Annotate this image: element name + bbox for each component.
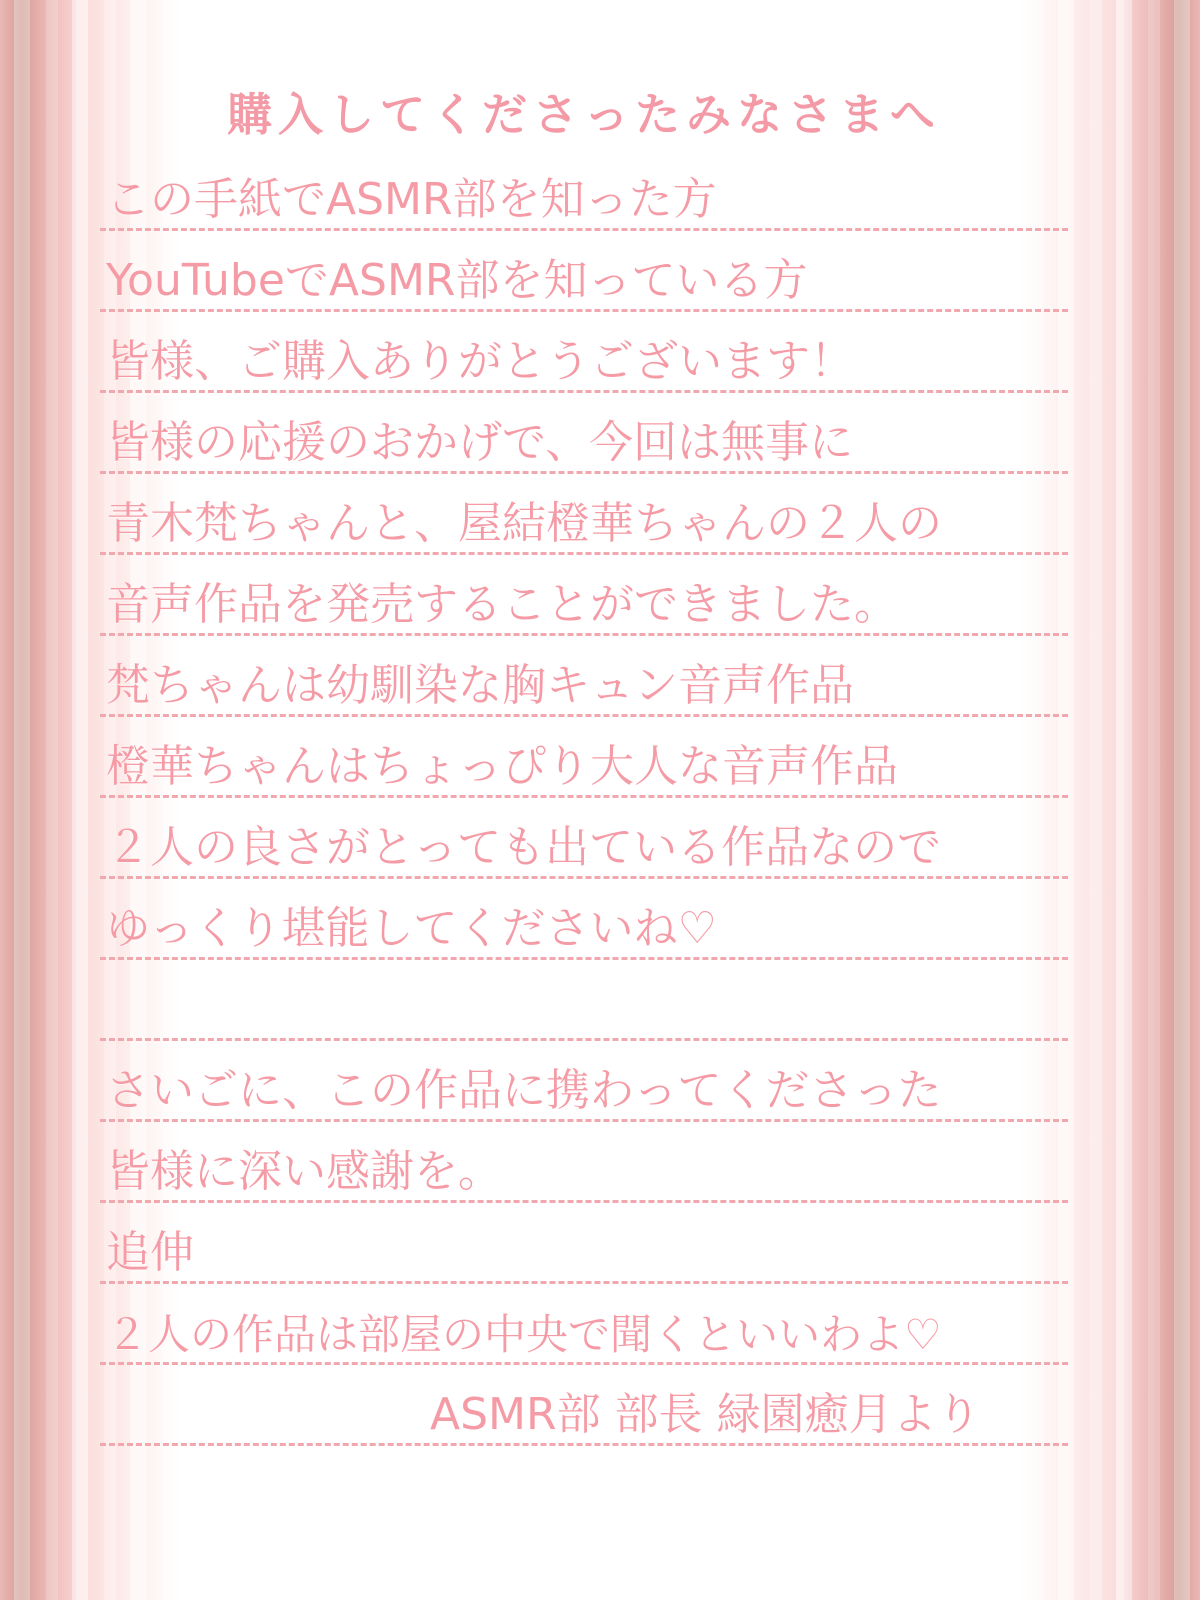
letter-line — [100, 555, 1068, 636]
letter-line — [100, 393, 1068, 474]
letter-line-text: 追伸 — [106, 1227, 194, 1278]
letter-signature-line — [100, 1365, 1068, 1446]
letter-line-text: ゆっくり堪能してくださいね♡ — [106, 903, 718, 954]
letter-line — [100, 150, 1068, 231]
letter-line — [100, 717, 1068, 798]
page-edge-right — [1124, 0, 1200, 1600]
letter-line-text: 青木梵ちゃんと、屋結橙華ちゃんの２人の — [106, 498, 942, 549]
letter-line-text: 梵ちゃんは幼馴染な胸キュン音声作品 — [106, 660, 854, 711]
letter-line — [100, 1284, 1068, 1365]
letter-title: 購入してくださったみなさまへ — [226, 88, 941, 141]
letter-line — [100, 1041, 1068, 1122]
letter-line — [100, 1122, 1068, 1203]
letter-line-text: ２人の作品は部屋の中央で聞くといいわよ♡ — [106, 1310, 942, 1359]
letter-signature-text: ASMR部 部長 緑園癒月より — [430, 1389, 981, 1440]
page-edge-left — [0, 0, 76, 1600]
letter-body — [100, 150, 1068, 1446]
letter-line-blank — [100, 960, 1068, 1041]
letter-line — [100, 312, 1068, 393]
letter-line — [100, 1203, 1068, 1284]
letter-line-text: 音声作品を発売することができました。 — [106, 579, 898, 630]
letter-line-text: 橙華ちゃんはちょっぴり大人な音声作品 — [106, 741, 898, 792]
letter-line — [100, 879, 1068, 960]
letter-line-text: 皆様の応援のおかげで、今回は無事に — [106, 417, 854, 468]
letter-line — [100, 474, 1068, 555]
letter-line-text: ２人の良さがとっても出ている作品なので — [106, 822, 942, 873]
letter-paper — [100, 0, 1068, 1600]
letter-line-text: 皆様、ご購入ありがとうございます！ — [106, 336, 854, 387]
letter-line — [100, 231, 1068, 312]
letter-line — [100, 798, 1068, 879]
letter-line-text: 皆様に深い感謝を。 — [106, 1146, 502, 1197]
letter-line — [100, 636, 1068, 717]
letter-line-text: さいごに、この作品に携わってくださった — [106, 1065, 942, 1116]
letter-line-text: YouTubeでASMR部を知っている方 — [106, 255, 808, 306]
letter-line-text: この手紙でASMR部を知った方 — [106, 174, 717, 225]
